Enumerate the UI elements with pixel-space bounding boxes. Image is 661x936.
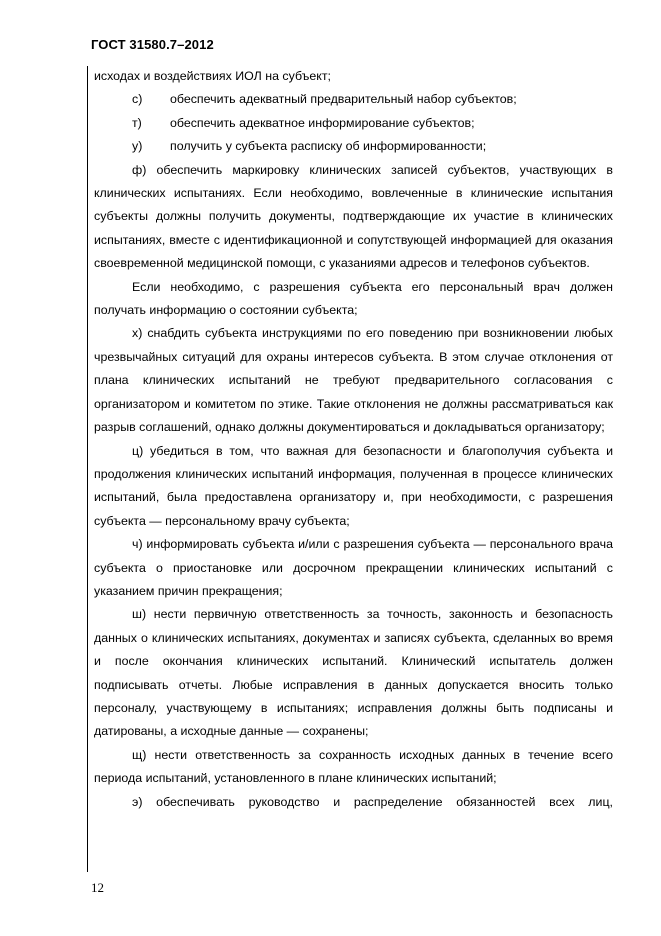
paragraph-consent: Если необходимо, с разрешения субъекта его персональный врач должен получать информацию о состоянии субъекта; xyxy=(94,279,613,318)
paragraph-f: ф) обеспечить маркировку клинических записей субъектов, участвующих в клинических испытаниях. Если необходимо, вовлеченные в клинические испытания субъекты должны получить документы, подтверждающие их участие в клинических испытаниях, вместе с идентификационной и сопутствующей информацией для оказания своевременной медицинской помощи, с указаниями адресов и телефонов субъектов. xyxy=(94,162,613,271)
list-marker: т) xyxy=(132,115,142,130)
document-header: ГОСТ 31580.7–2012 xyxy=(91,37,214,52)
list-item xyxy=(94,88,613,111)
list-text: получить у субъекта расписку об информированности; xyxy=(170,139,487,154)
list-text: обеспечить адекватное информирование субъектов; xyxy=(170,115,475,130)
paragraph-e: э) обеспечивать руководство и распределение обязанностей всех лиц, xyxy=(132,794,613,809)
paragraph-ts: ц) убедиться в том, что важная для безопасности и благополучия субъекта и продолжения клинических испытаний информация, полученная в процессе клинических испытаний, была предоставлена организатору и, при необходимости, с разрешения субъекта — персональному врачу субъекта; xyxy=(94,443,613,528)
page-number: 12 xyxy=(91,880,104,895)
list-marker: с) xyxy=(132,92,143,107)
paragraph-sh: ш) нести первичную ответственность за точность, законность и безопасность данных о клинических испытаниях, документах и записях субъекта, сделанных во время и после окончания клинических испытаний. Клинический испытатель должен подписывать отчеты. Любые исправления в данных допускается вносить только персоналу, участвующему в испытаниях; исправления должны быть подписаны и датированы, а исходные данные — сохранены; xyxy=(94,607,613,739)
list-marker: у) xyxy=(132,139,143,154)
list-item xyxy=(94,112,613,135)
list-text: обеспечить адекватный предварительный набор субъектов; xyxy=(170,92,517,107)
paragraph-kh: х) снабдить субъекта инструкциями по его поведению при возникновении любых чрезвычайных ситуаций для охраны интересов субъекта. В этом случае отклонения от плана клинических испытаний не требуют предварительного согласования с организатором и комитетом по этике. Такие отклонения не должны рассматриваться как разрыв соглашений, однако должны документироваться и докладываться организатору; xyxy=(94,326,613,435)
margin-rule xyxy=(87,66,88,872)
paragraph-ch: ч) информировать субъекта и/или с разрешения субъекта — персонального врача субъекта о приостановке или досрочном прекращении клинических испытаний с указанием причин прекращения; xyxy=(94,537,613,598)
list-item xyxy=(94,135,613,158)
document-body xyxy=(94,65,613,814)
paragraph-shch: щ) нести ответственность за сохранность исходных данных в течение всего периода испытаний, установленного в плане клинических испытаний; xyxy=(94,747,613,786)
paragraph-continuation: исходах и воздействиях ИОЛ на субъект; xyxy=(94,69,331,83)
